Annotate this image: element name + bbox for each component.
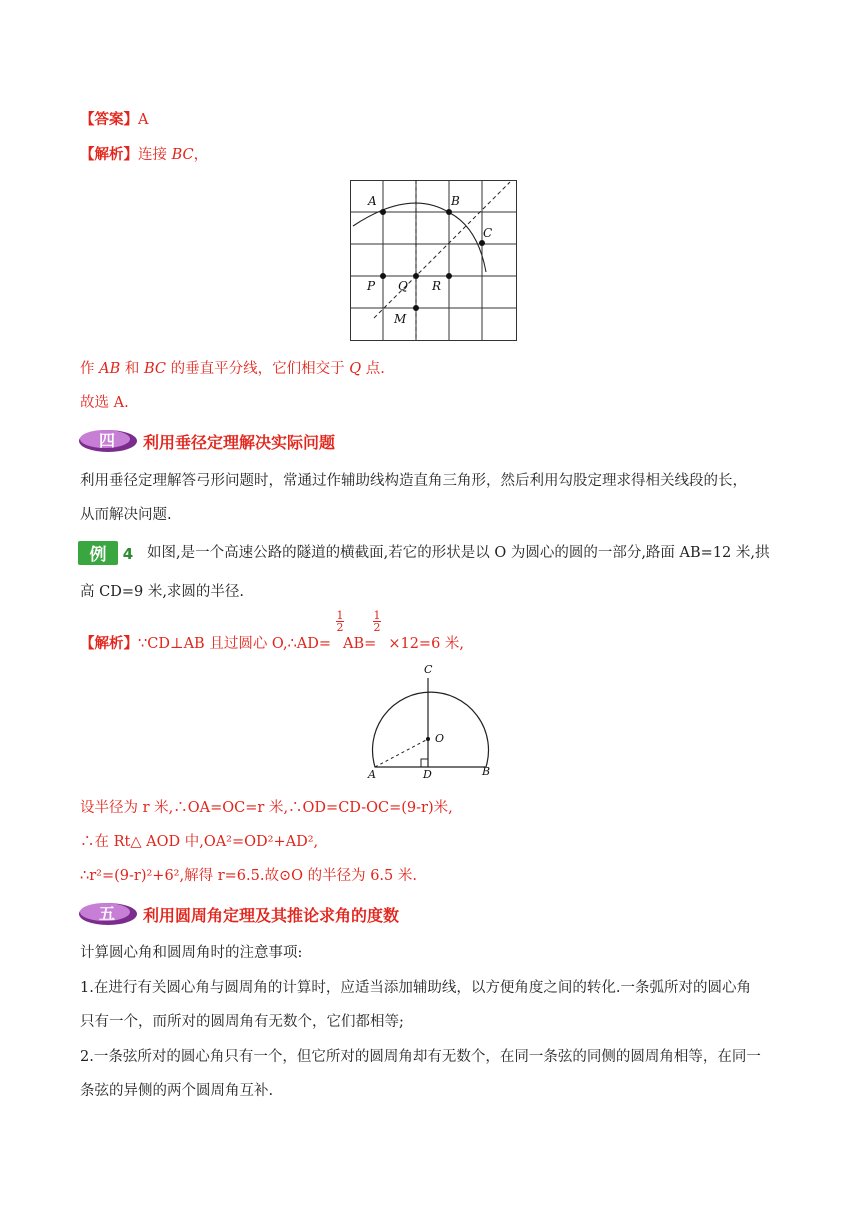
section-5-body-3: 只有一个，而所对的圆周角有无数个，它们都相等;	[80, 1014, 404, 1030]
example-4-badge	[78, 541, 142, 565]
example-number: 4	[122, 545, 134, 563]
solution-line-2: ∴在 Rt△ AOD 中,OA²=OD²+AD²,	[80, 834, 319, 850]
point-m	[413, 305, 419, 311]
label-c-tunnel: C	[424, 663, 433, 676]
analysis-2-text: ∵CD⊥AB 且过圆心 O,∴AD=	[138, 636, 332, 652]
analysis-tail: ，	[193, 147, 209, 163]
section-4-badge	[78, 427, 138, 453]
solution-line-1: 设半径为 r 米,∴OA=OC=r 米,∴OD=CD-OC=(9-r)米,	[80, 800, 453, 816]
section-5-badge	[78, 900, 138, 926]
grid-figure	[350, 180, 518, 342]
analysis-line-1	[80, 145, 208, 165]
label-c: C	[483, 226, 493, 240]
example-word: 例	[89, 545, 107, 565]
label-m: M	[394, 312, 407, 326]
analysis-text: 连接	[138, 147, 172, 163]
label-a-tunnel: A	[368, 768, 376, 781]
conclusion-q: Q	[349, 361, 362, 377]
center-o	[426, 737, 430, 741]
section-4-number: 四	[98, 431, 116, 450]
point-p	[380, 273, 386, 279]
label-d: D	[423, 768, 432, 781]
section-5-body-5: 条弦的异侧的两个圆周角互补.	[80, 1083, 274, 1099]
label-o: O	[435, 732, 445, 745]
answer-line	[80, 110, 148, 130]
choice-line: 故选 A.	[80, 395, 129, 411]
tunnel-outline	[373, 692, 489, 767]
point-a	[380, 209, 386, 215]
perp-bisector-bc	[374, 182, 510, 318]
section-4-body-2: 从而解决问题.	[80, 507, 172, 523]
point-r	[446, 273, 452, 279]
label-a: A	[368, 194, 377, 208]
conclusion-ab: AB	[99, 361, 121, 377]
conclusion-part-1: 作	[80, 361, 100, 377]
fraction-1-numerator: 1	[336, 609, 344, 622]
conclusion-line	[80, 359, 385, 379]
fraction-1-denominator: 2	[336, 621, 344, 634]
analysis-label: 【解析】	[80, 146, 138, 163]
analysis-2-tail: ×12=6 米,	[388, 636, 465, 652]
fraction-2-numerator: 1	[373, 609, 381, 622]
analysis-2-label: 【解析】	[80, 635, 138, 652]
conclusion-bc: BC	[143, 361, 166, 377]
solution-line-3: ∴r²=(9-r)²+6²,解得 r=6.5.故⊙O 的半径为 6.5 米.	[80, 868, 417, 884]
section-5-body-2: 1.在进行有关圆心角与圆周角的计算时，应适当添加辅助线，以方便角度之间的转化.一条弧所对的圆心角	[80, 980, 751, 996]
label-r: R	[432, 279, 442, 293]
fraction-half-1	[335, 610, 345, 633]
right-angle-mark	[421, 759, 428, 767]
fraction-2-denominator: 2	[373, 621, 381, 634]
answer-label: 【答案】	[80, 111, 138, 128]
example-4-line-2: 高 CD=9 米,求圆的半径.	[80, 584, 245, 600]
label-b-tunnel: B	[482, 765, 491, 778]
analysis-2-mid: AB=	[343, 636, 377, 652]
analysis-var: BC	[171, 147, 194, 163]
section-5-number: 五	[98, 904, 116, 923]
fraction-half-2	[372, 610, 382, 633]
label-q: Q	[398, 279, 408, 293]
conclusion-part-3: 的垂直平分线，它们相交于	[166, 361, 350, 377]
conclusion-part-2: 和	[120, 361, 144, 377]
example-4-line-1: 如图,是一个高速公路的隧道的横截面,若它的形状是以 O 为圆心的圆的一部分,路面 AB=12 米,拱	[147, 545, 770, 561]
section-5-body-1: 计算圆心角和圆周角时的注意事项:	[80, 945, 303, 961]
section-4-title: 利用垂径定理解决实际问题	[143, 433, 336, 452]
conclusion-part-4: 点.	[361, 361, 385, 377]
section-5-body-4: 2.一条弦所对的圆心角只有一个，但它所对的圆周角却有无数个，在同一条弦的同侧的圆周角相等，在同一	[80, 1049, 761, 1065]
label-b: B	[451, 194, 460, 208]
answer-value: A	[138, 112, 149, 128]
arc-abc	[353, 203, 486, 272]
section-5-title: 利用圆周角定理及其推论求角的度数	[143, 906, 400, 925]
point-b	[446, 209, 452, 215]
point-q	[413, 273, 419, 279]
section-4-body-1: 利用垂径定理解答弓形问题时，常通过作辅助线构造直角三角形，然后利用勾股定理求得相关线段的长，	[80, 473, 747, 489]
analysis-line-2	[80, 634, 464, 654]
label-p: P	[367, 279, 376, 293]
point-c	[479, 240, 485, 246]
tunnel-figure	[362, 660, 502, 782]
segment-oa	[375, 739, 428, 767]
